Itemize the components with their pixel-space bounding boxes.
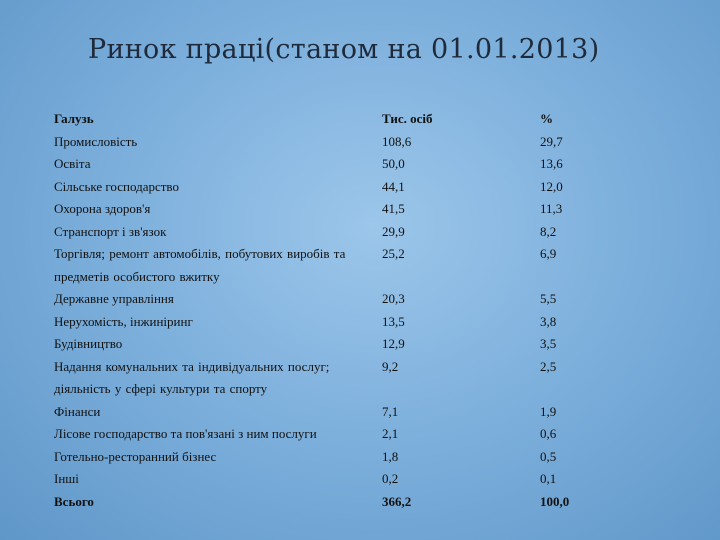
cell-percent: 3,5	[540, 336, 557, 351]
cell-percent: 0,5	[540, 448, 557, 464]
cell-thousand-persons: 2,1	[382, 426, 399, 441]
cell-industry: Промисловість	[54, 133, 138, 149]
cell-industry: Охорона здоров'я	[54, 201, 151, 216]
cell-industry: Інші	[54, 471, 79, 486]
cell-percent: 3,8	[540, 313, 557, 329]
table-row	[54, 401, 614, 424]
cell-industry: Готельно-ресторанний бізнес	[54, 448, 217, 464]
cell-percent: 5,5	[540, 291, 557, 306]
cell-percent: 0,6	[540, 426, 557, 441]
cell-thousand-persons: 1,8	[382, 448, 399, 464]
cell-percent: 1,9	[540, 403, 557, 419]
cell-industry: Торгівля; ремонт автомобілів, побутових виробів та предметів особистого вжитку	[54, 246, 346, 284]
cell-thousand-persons: 9,2	[382, 358, 399, 374]
cell-industry: Будівництво	[54, 336, 123, 351]
cell-percent: 12,0	[540, 178, 563, 194]
table-row	[54, 153, 614, 176]
cell-percent: 0,1	[540, 471, 557, 486]
cell-thousand-persons: 50,0	[382, 156, 405, 171]
cell-industry: Сільське господарство	[54, 178, 179, 194]
header-percent: %	[540, 111, 553, 126]
cell-thousand-persons: 12,9	[382, 336, 405, 351]
total-percent: 100,0	[540, 493, 570, 509]
cell-industry: Странспорт і зв'язок	[54, 223, 167, 239]
table-row	[54, 176, 614, 199]
cell-percent: 8,2	[540, 223, 557, 239]
slide-title: Ринок праці(станом на 01.01.2013)	[88, 34, 600, 65]
cell-industry: Лісове господарство та пов'язані з ним послуги	[54, 426, 317, 441]
cell-thousand-persons: 20,3	[382, 291, 405, 306]
cell-percent: 29,7	[540, 133, 563, 149]
cell-industry: Фінанси	[54, 403, 101, 419]
table-row	[54, 356, 614, 401]
cell-thousand-persons: 13,5	[382, 313, 405, 329]
labor-market-table	[54, 108, 614, 513]
cell-industry: Державне управління	[54, 291, 174, 306]
header-industry: Галузь	[54, 111, 94, 126]
cell-thousand-persons: 29,9	[382, 223, 405, 239]
cell-thousand-persons: 108,6	[382, 133, 412, 149]
cell-thousand-persons: 25,2	[382, 246, 405, 261]
cell-industry: Освіта	[54, 156, 91, 171]
cell-thousand-persons: 7,1	[382, 403, 399, 419]
cell-percent: 2,5	[540, 358, 557, 374]
table-row	[54, 333, 614, 356]
cell-percent: 11,3	[540, 201, 563, 216]
table-row	[54, 311, 614, 334]
cell-industry: Надання комунальних та індивідуальних послуг; діяльність у сфері культури та спорту	[54, 358, 330, 396]
table-row	[54, 198, 614, 221]
table-row	[54, 446, 614, 469]
table-row	[54, 221, 614, 244]
total-label: Всього	[54, 493, 94, 509]
cell-percent: 13,6	[540, 156, 563, 171]
cell-percent: 6,9	[540, 246, 557, 261]
table-row	[54, 243, 614, 288]
table-row	[54, 468, 614, 491]
total-thousand-persons: 366,2	[382, 493, 412, 509]
table-header-row	[54, 108, 614, 131]
table-row	[54, 423, 614, 446]
cell-thousand-persons: 0,2	[382, 471, 399, 486]
cell-thousand-persons: 44,1	[382, 178, 405, 194]
table-row	[54, 288, 614, 311]
cell-thousand-persons: 41,5	[382, 201, 405, 216]
cell-industry: Нерухомість, інжиніринг	[54, 313, 193, 329]
header-thousand-persons: Тис. осіб	[382, 111, 433, 126]
table-total-row	[54, 491, 614, 514]
table-row	[54, 131, 614, 154]
